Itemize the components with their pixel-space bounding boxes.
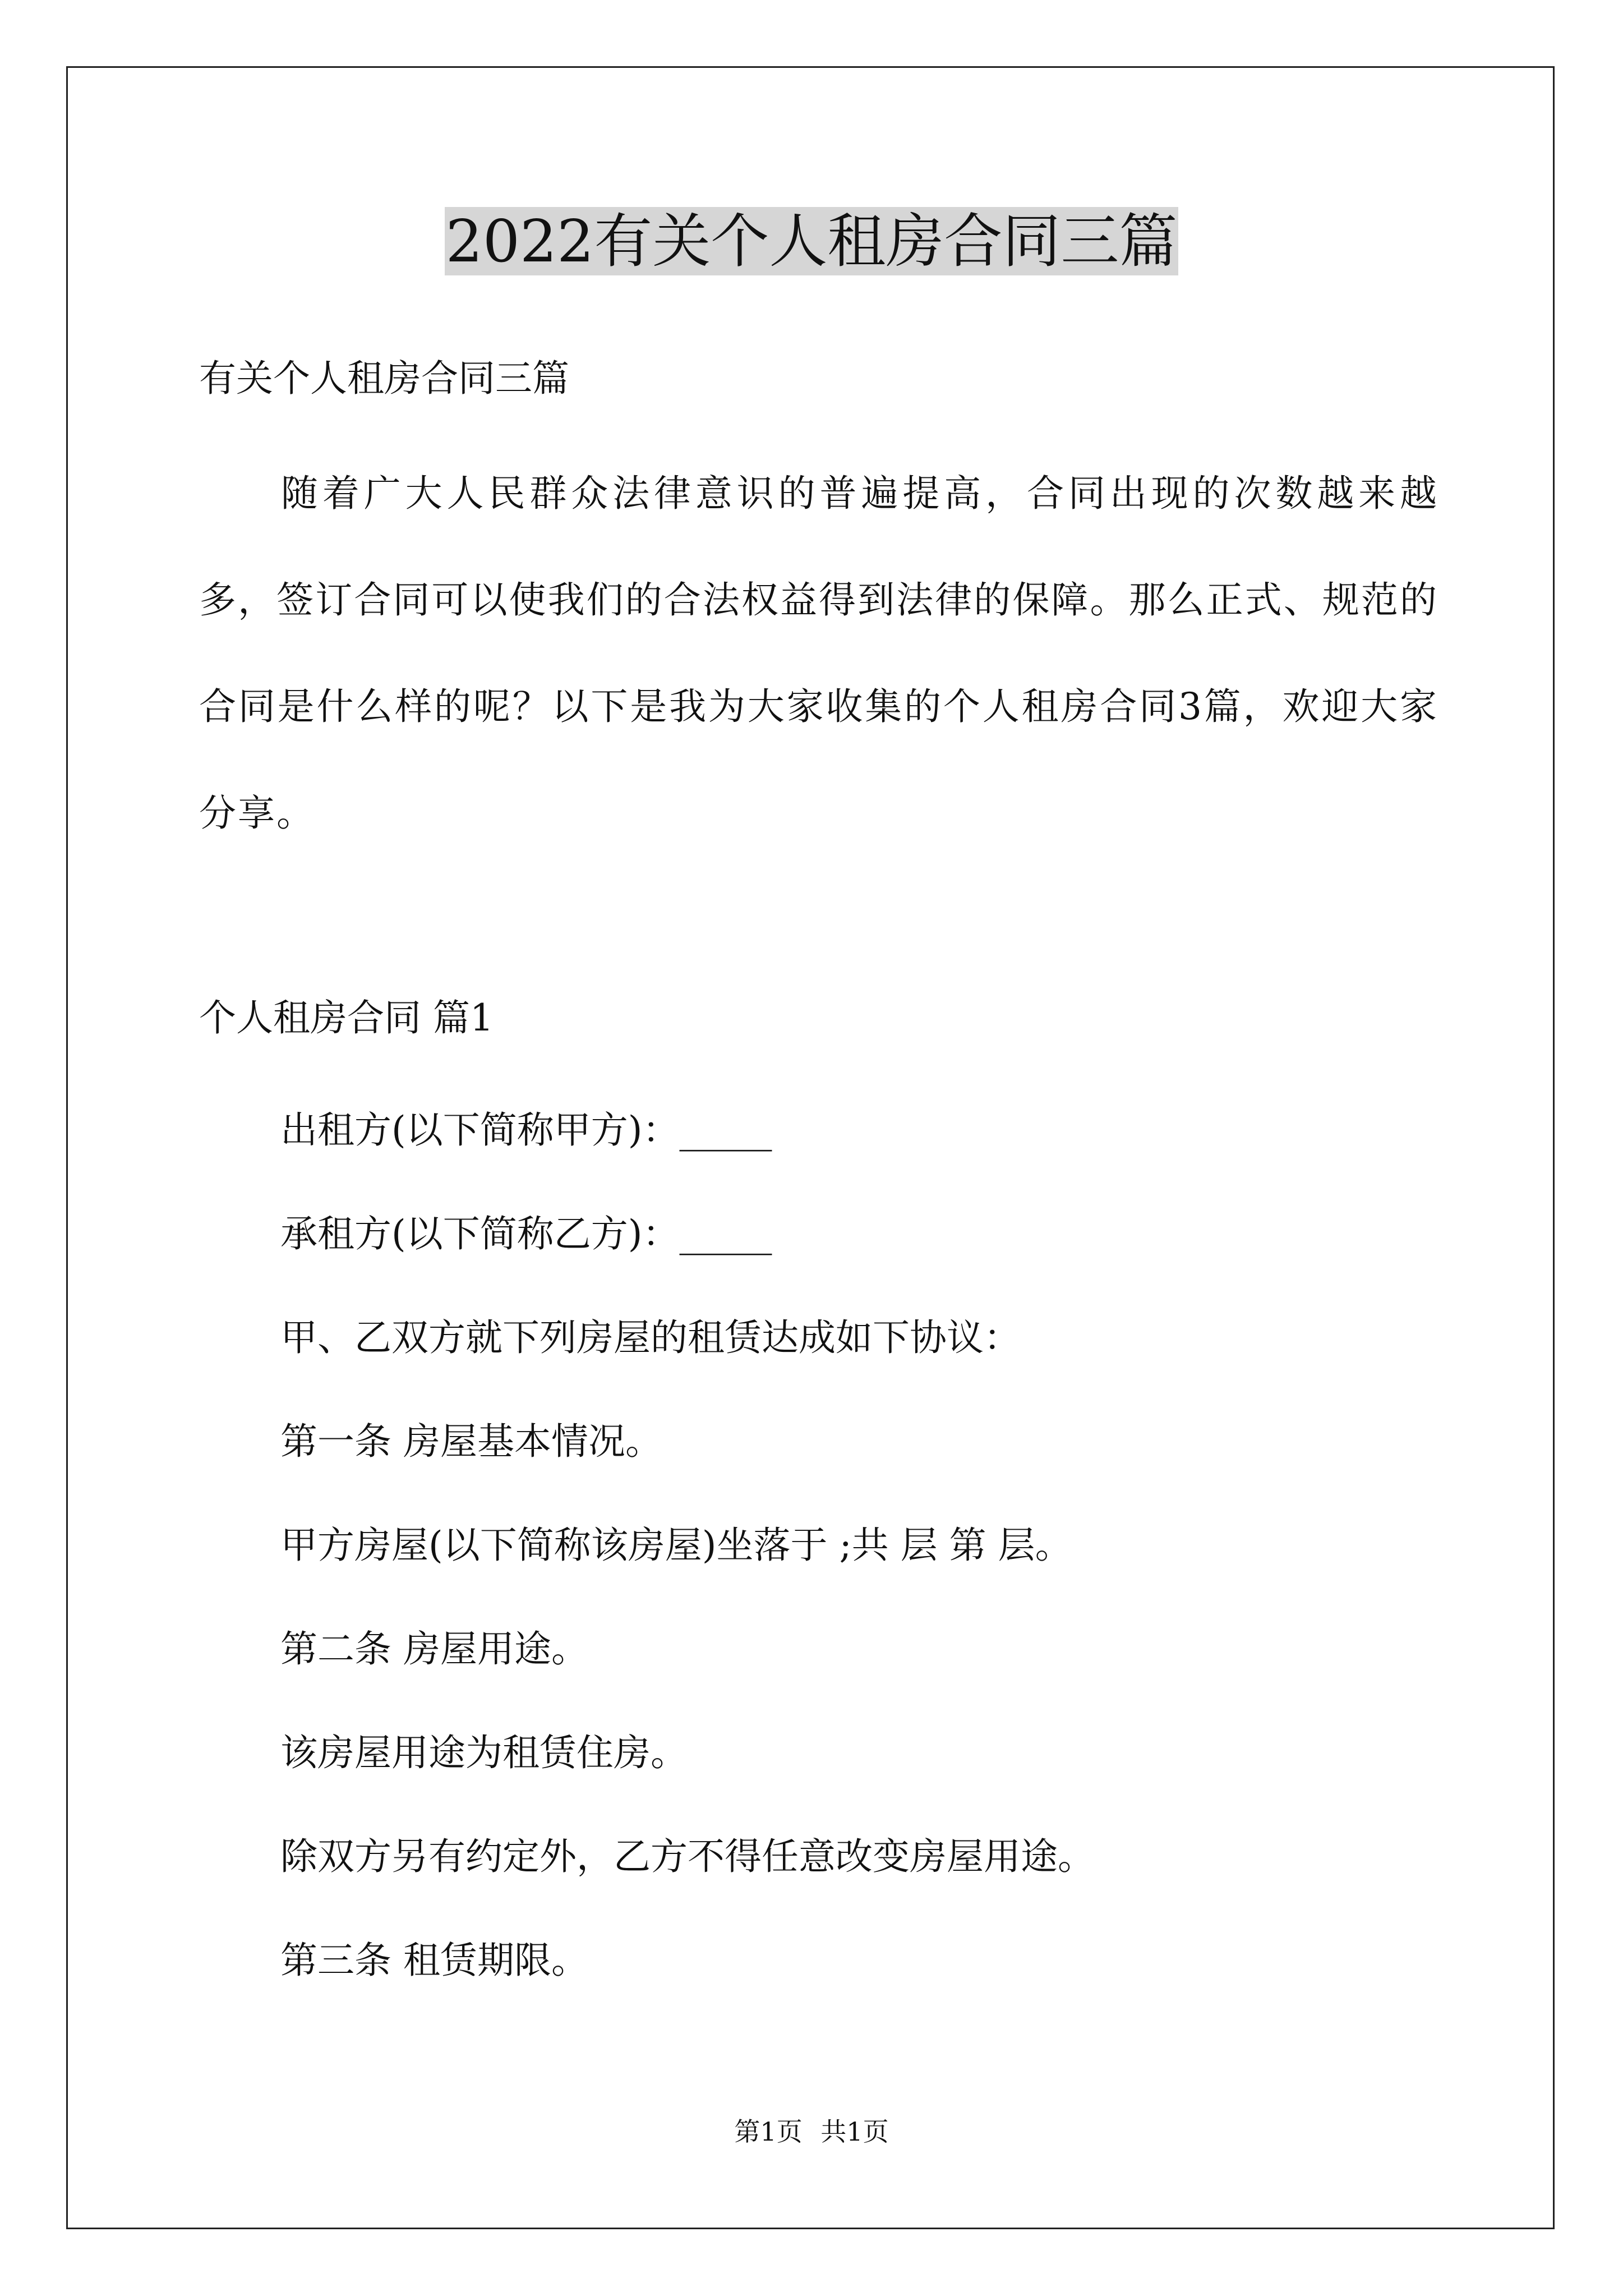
contract-line-lessor: 出租方(以下简称甲方)：_____ bbox=[280, 1108, 772, 1152]
document-subtitle: 有关个人租房合同三篇 bbox=[199, 357, 569, 400]
contract-article-3-heading: 第三条 租赁期限。 bbox=[280, 1939, 588, 1982]
document-title bbox=[0, 199, 1623, 283]
contract-article-2-heading: 第二条 房屋用途。 bbox=[280, 1627, 588, 1671]
contract-line-agreement: 甲、乙双方就下列房屋的租赁达成如下协议： bbox=[280, 1316, 1021, 1359]
contract-article-2-note: 除双方另有约定外，乙方不得任意改变房屋用途。 bbox=[280, 1835, 1095, 1878]
contract-article-2-text: 该房屋用途为租赁住房。 bbox=[280, 1731, 688, 1774]
intro-paragraph: 随着广大人民群众法律意识的普遍提高，合同出现的次数越来越多，签订合同可以使我们的合法权益得到法律的保障。那么正式、规范的合同是什么样的呢？以下是我为大家收集的个人租房合同3篇，欢迎大家分享。 bbox=[199, 472, 1438, 835]
section-heading: 个人租房合同 篇1 bbox=[199, 996, 494, 1039]
contract-article-1-heading: 第一条 房屋基本情况。 bbox=[280, 1420, 662, 1463]
contract-article-1-text: 甲方房屋(以下简称该房屋)坐落于 ;共 层 第 层。 bbox=[280, 1524, 1072, 1567]
document-title-text: 2022有关个人租房合同三篇 bbox=[445, 207, 1178, 275]
page-footer: 第1页 共1页 bbox=[734, 2116, 889, 2147]
contract-line-lessee: 承租方(以下简称乙方)：_____ bbox=[280, 1212, 772, 1255]
